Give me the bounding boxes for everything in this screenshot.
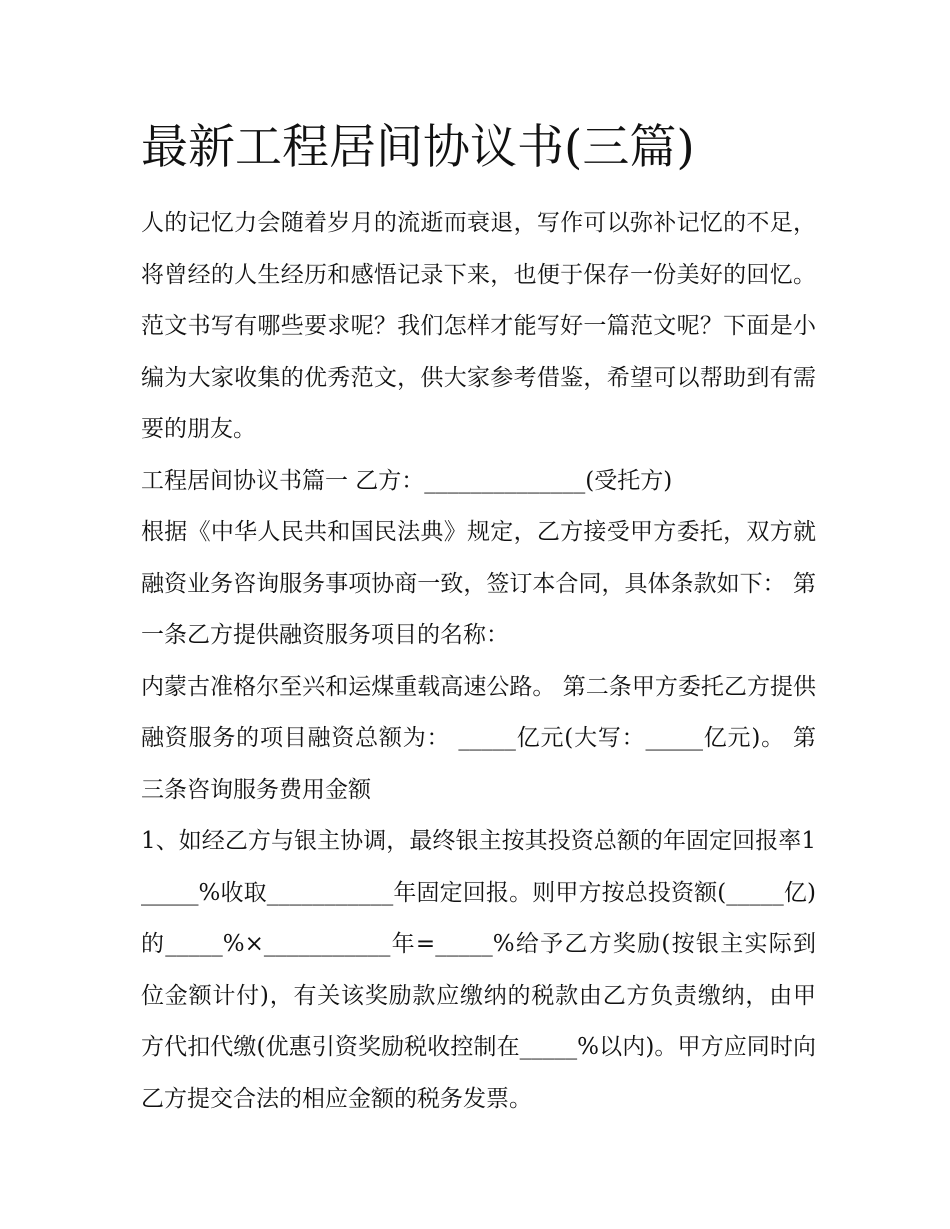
- contract-preamble: 根据《中华人民共和国民法典》规定，乙方接受甲方委托，双方就融资业务咨询服务事项协商一致，签订本合同，具体条款如下： 第一条乙方提供融资服务项目的名称：: [141, 519, 816, 648]
- document-body: [141, 198, 816, 1125]
- project-name-and-article-2: 内蒙古准格尔至兴和运煤重载高速公路。 第二条甲方委托乙方提供融资服务的项目融资总额为： _____亿元(大写：_____亿元)。 第三条咨询服务费用金额: [141, 673, 816, 803]
- document-title: 最新工程居间协议书(三篇): [141, 120, 695, 175]
- clause-1-reward: 1、如经乙方与银主协调，最终银主按其投资总额的年固定回报率1_____%收取___________年固定回报。则甲方按总投资额(_____亿)的_____%×___________年=_____%给予乙方奖励(按银主实际到位金额计付)，有关该奖励款应缴纳的税款由乙方负责缴纳，由甲方代扣代缴(优惠引资奖励税收控制在_____%以内)。甲方应同时向乙方提交合法的相应金额的税务发票。: [141, 828, 816, 1112]
- section-heading-party-b: 工程居间协议书篇一 乙方：______________(受托方): [141, 467, 673, 494]
- intro-paragraph: 人的记忆力会随着岁月的流逝而衰退，写作可以弥补记忆的不足，将曾经的人生经历和感悟记录下来，也便于保存一份美好的回忆。范文书写有哪些要求呢？我们怎样才能写好一篇范文呢？下面是小编为大家收集的优秀范文，供大家参考借鉴，希望可以帮助到有需要的朋友。: [141, 210, 816, 442]
